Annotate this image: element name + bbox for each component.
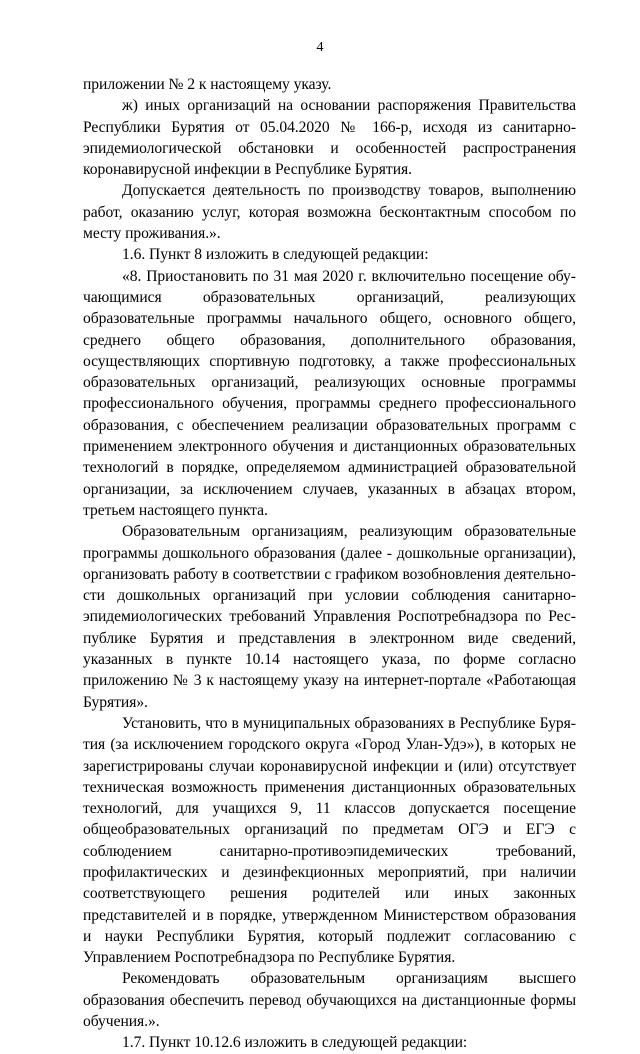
paragraph-contactless-activity: Допускается деятельность по производству товаров, выполнению работ, оказанию услуг, которая возможна бесконтактным способом по месту проживания.». xyxy=(83,182,576,243)
paragraph-preschool: Образовательным организациям, реализующим образовательные программы дошкольного образования (далее - дошкольные организации), организовать работу в соответствии с графиком возобновления деятельности дошкольных организаций при условии соблюдения санитарно-эпидемиологических требований Управления Роспотребнадзора по Республике Бурятия и представления в электронном виде сведений, указанных в пункте 10.14 настоящего указа, по форме согласно приложению № 3 к настоящему указу на интернет-портале «Работающая Бурятия». xyxy=(83,523,576,711)
paragraph-point-8: «8. Приостановить по 31 мая 2020 г. включительно посещение обучающимися образовательных организаций, реализующих образовательные программы начального общего, основного общего, среднего общего образования, дополнительного образования, осуществляющих спортивную подготовку, а также профессиональных образовательных организаций, реализующих основные программы профессионального обучения, программы среднего профессионального образования, с обеспечением реализации образовательных программ с применением электронного обучения и дистанционных образовательных технологий в порядке, определяемом администрацией образовательной организации, за исключением случаев, указанных в абзацах втором, третьем настоящего пункта. xyxy=(83,267,576,519)
paragraph-continuation: приложении № 2 к настоящему указу. xyxy=(83,76,332,93)
paragraph-higher-education: Рекомендовать образовательным организациям высшего образования обеспечить перевод обучающихся на дистанционные формы обучения.». xyxy=(83,970,576,1031)
paragraph-municipal-exams: Установить, что в муниципальных образованиях в Республике Бурятия (за исключением городского округа «Город Улан-Удэ»), в которых не зарегистрированы случаи коронавирусной инфекции и (или) отсутствует техническая возможность применения дистанционных образовательных технологий, для учащихся 9, 11 классов допускается посещение общеобразовательных организаций по предметам ОГЭ и ЕГЭ с соблюдением санитарно-противоэпидемических требований, профилактических и дезинфекционных мероприятий, при наличии соответствующего решения родителей или иных законных представителей и в порядке, утвержденном Министерством образования и науки Республики Бурятия, который подлежит согласованию с Управлением Роспотребнадзора по Республике Бурятия. xyxy=(83,714,576,967)
page-number: 4 xyxy=(316,40,324,55)
paragraph-amendment-1-7: 1.7. Пункт 10.12.6 изложить в следующей редакции: xyxy=(122,1034,468,1052)
paragraph-item-zh: ж) иных организаций на основании распоряжения Правительства Республики Бурятия от 05.04.2020 № 166-р, исходя из санитарно-эпидемиологической обстановки и особенностей распространения коронавирусной инфекции в Республике Бурятия. xyxy=(83,97,576,179)
document-body xyxy=(83,74,576,1054)
paragraph-amendment-1-6: 1.6. Пункт 8 изложить в следующей редакции: xyxy=(122,246,429,264)
